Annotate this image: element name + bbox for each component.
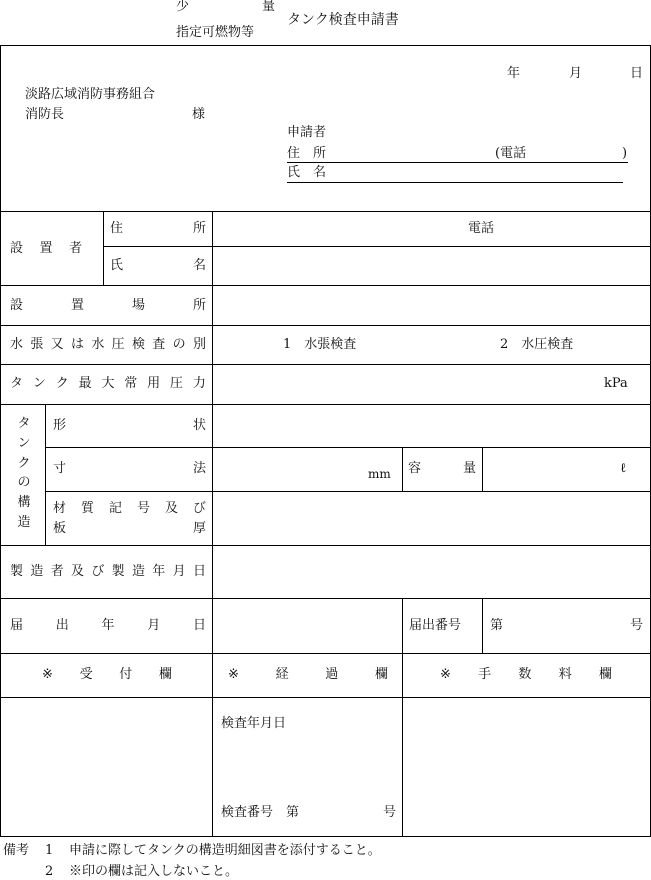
label-char: ク xyxy=(17,455,31,471)
tank-structure-label xyxy=(16,417,32,529)
liter-unit: ℓ xyxy=(620,461,627,476)
label-char: 量 xyxy=(462,461,476,476)
dimension-label xyxy=(53,462,206,475)
label-char: び xyxy=(91,564,105,579)
name-underline xyxy=(287,182,623,183)
label-char: 日 xyxy=(192,564,206,579)
header-shoryo-sho: 少 xyxy=(176,0,190,14)
applicant-phone-label: (電話 xyxy=(495,146,527,161)
label-char: ン xyxy=(32,376,46,391)
addressee-org: 淡路広域消防事務組合 xyxy=(25,87,156,102)
reception-column-label xyxy=(42,668,172,681)
label-char: 水 xyxy=(10,337,24,352)
label-char: 別 xyxy=(192,337,206,352)
label-char: 用 xyxy=(147,376,161,391)
label-char: 付 xyxy=(119,667,133,682)
pressure-unit: kPa xyxy=(604,376,628,391)
label-char: 号 xyxy=(136,501,150,516)
maker-label xyxy=(10,565,206,578)
note-1-number: 1 xyxy=(45,843,54,858)
label-char: 状 xyxy=(192,418,206,433)
label-char: 所 xyxy=(192,298,206,313)
label-char: ※ xyxy=(440,667,451,682)
label-char: 置 xyxy=(70,298,84,313)
label-char: 製 xyxy=(10,564,24,579)
label-char: 板 xyxy=(53,521,67,536)
label-char: 欄 xyxy=(158,667,172,682)
header-shitei: 指定可燃物等 xyxy=(176,25,255,40)
installer-label xyxy=(10,242,82,255)
note-2: ※印の欄は記入しないこと。 xyxy=(69,864,239,879)
address-underline xyxy=(287,162,628,163)
label-char: 質 xyxy=(80,501,94,516)
inspection-number-go: 号 xyxy=(383,805,397,820)
label-char: 設 xyxy=(10,298,24,313)
label-char: の xyxy=(172,337,186,352)
label-char: 造 xyxy=(30,564,44,579)
shape-label xyxy=(53,419,206,432)
label-char: 月 xyxy=(147,618,161,633)
notified-go: 号 xyxy=(630,618,644,633)
label-char: は xyxy=(70,337,84,352)
label-char: 圧 xyxy=(170,376,184,391)
inspection-date-label: 検査年月日 xyxy=(221,716,287,731)
label-char: の xyxy=(17,475,31,491)
label-char: 構 xyxy=(17,495,31,511)
page-title: タンク検査申請書 xyxy=(287,12,399,28)
label-char: 査 xyxy=(152,337,166,352)
label-char: 日 xyxy=(192,618,206,633)
label-char: 置 xyxy=(39,241,53,256)
applicant-name-label: 氏 名 xyxy=(287,165,327,180)
label-char: 容 xyxy=(408,461,422,476)
notified-dai: 第 xyxy=(490,618,504,633)
label-char: 経 xyxy=(275,667,289,682)
label-char: 設 xyxy=(10,241,24,256)
inspection-number-label: 検査番号 第 xyxy=(221,805,300,820)
date-month-label: 月 xyxy=(569,66,583,81)
installer-address-label xyxy=(110,222,206,235)
label-char: 出 xyxy=(55,618,69,633)
note-2-number: 2 xyxy=(45,864,54,879)
label-char: 所 xyxy=(192,221,206,236)
addressee-chief: 消防長 xyxy=(25,107,65,122)
label-char: 製 xyxy=(111,564,125,579)
label-char: 又 xyxy=(50,337,64,352)
capacity-label xyxy=(408,462,476,475)
label-char: 造 xyxy=(131,564,145,579)
notes-label: 備考 xyxy=(3,843,30,858)
label-char: 月 xyxy=(172,564,186,579)
label-char: ク xyxy=(55,376,69,391)
label-char: 厚 xyxy=(192,521,206,536)
label-char: タ xyxy=(10,376,24,391)
label-char: ※ xyxy=(42,667,53,682)
installer-name-label xyxy=(110,259,206,272)
date-day-label: 日 xyxy=(630,66,644,81)
applicant-label: 申請者 xyxy=(287,125,327,140)
label-char: 寸 xyxy=(53,461,67,476)
label-char: 圧 xyxy=(111,337,125,352)
mm-unit: mm xyxy=(368,467,391,481)
label-char: 大 xyxy=(101,376,115,391)
label-char: 年 xyxy=(101,618,115,633)
test-type-label xyxy=(10,338,206,351)
test-option-water-fill: 1 水張検査 xyxy=(283,337,357,352)
applicant-phone-close: ) xyxy=(622,146,628,161)
material-label-line2 xyxy=(53,522,206,535)
label-char: 最 xyxy=(78,376,92,391)
fee-column-label xyxy=(440,668,612,681)
label-char: 者 xyxy=(50,564,64,579)
notified-date-label xyxy=(10,619,206,632)
label-char: 受 xyxy=(79,667,93,682)
label-char: 水 xyxy=(91,337,105,352)
label-char: 張 xyxy=(30,337,44,352)
installer-phone-label: 電話 xyxy=(468,221,495,236)
label-char: 常 xyxy=(124,376,138,391)
label-char: タ xyxy=(17,416,31,431)
label-char: 及 xyxy=(70,564,84,579)
label-char: 名 xyxy=(192,258,206,273)
date-year-label: 年 xyxy=(507,66,521,81)
label-char: 者 xyxy=(68,241,82,256)
label-char: 欄 xyxy=(374,667,388,682)
label-char: 検 xyxy=(131,337,145,352)
label-char: 料 xyxy=(558,667,572,682)
header-shoryo-ryo: 量 xyxy=(262,0,276,14)
label-char: 形 xyxy=(53,418,67,433)
label-char: び xyxy=(192,501,206,516)
label-char: 住 xyxy=(110,221,124,236)
notified-number-label: 届出番号 xyxy=(409,618,462,633)
label-char: ※ xyxy=(228,667,239,682)
addressee-sama: 様 xyxy=(192,107,206,122)
label-char: 届 xyxy=(10,618,24,633)
progress-column-label xyxy=(228,668,388,681)
max-pressure-label xyxy=(10,377,206,390)
label-char: 数 xyxy=(518,667,532,682)
label-char: 造 xyxy=(17,514,31,530)
label-char: 欄 xyxy=(598,667,612,682)
label-char: 年 xyxy=(152,564,166,579)
test-option-water-pressure: 2 水圧検査 xyxy=(500,337,574,352)
location-label xyxy=(10,299,206,312)
label-char: 法 xyxy=(192,461,206,476)
note-1: 申請に際してタンクの構造明細図書を添付すること。 xyxy=(69,843,381,858)
label-char: ン xyxy=(17,435,31,451)
label-char: 記 xyxy=(108,501,122,516)
applicant-address-label: 住 所 xyxy=(287,146,327,161)
label-char: 手 xyxy=(478,667,492,682)
label-char: 力 xyxy=(192,376,206,391)
label-char: 場 xyxy=(131,298,145,313)
label-char: 及 xyxy=(164,501,178,516)
label-char: 氏 xyxy=(110,258,124,273)
material-label-line1 xyxy=(53,502,206,515)
label-char: 過 xyxy=(325,667,339,682)
label-char: 材 xyxy=(53,501,67,516)
